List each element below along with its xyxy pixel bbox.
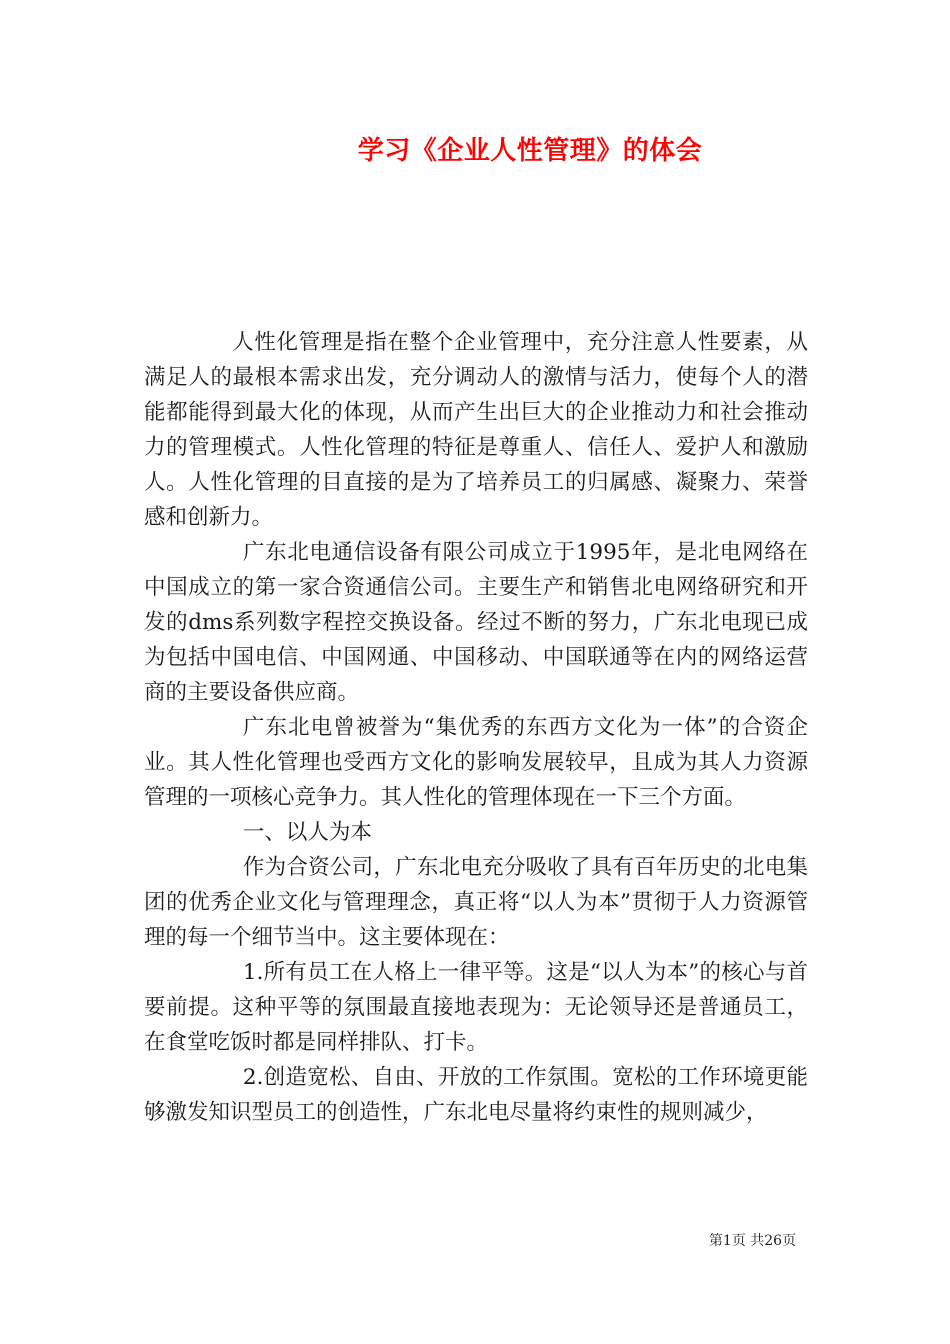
document-title: 学习《企业人性管理》的体会 bbox=[357, 136, 703, 166]
paragraph-point-1: 1.所有员工在人格上一律平等。这是“以人为本”的核心与首要前提。这种平等的氛围最直接地表现为：无论领导还是普通员工，在食堂吃饭时都是同样排队、打卡。 bbox=[144, 960, 808, 1055]
page-number: 第1页 共26页 bbox=[708, 1233, 797, 1249]
paragraph-company: 广东北电通信设备有限公司成立于1995年，是北电网络在中国成立的第一家合资通信公司。主要生产和销售北电网络研究和开发的dms系列数字程控交换设备。经过不断的努力，广东北电现已成为包括中国电信、中国网通、中国移动、中国联通等在内的网络运营商的主要设备供应商。 bbox=[144, 540, 808, 705]
paragraph-intro: 人性化管理是指在整个企业管理中，充分注意人性要素，从满足人的最根本需求出发，充分调动人的激情与活力，使每个人的潜能都能得到最大化的体现，从而产生出巨大的企业推动力和社会推动力的管理模式。人性化管理的特征是尊重人、信任人、爱护人和激励人。人性化管理的目直接的是为了培养员工的归属感、凝聚力、荣誉感和创新力。 bbox=[144, 330, 808, 530]
paragraph-point-2: 2.创造宽松、自由、开放的工作氛围。宽松的工作环境更能够激发知识型员工的创造性，广东北电尽量将约束性的规则减少， bbox=[144, 1065, 808, 1125]
paragraph-culture: 广东北电曾被誉为“集优秀的东西方文化为一体”的合资企业。其人性化管理也受西方文化的影响发展较早，且成为其人力资源管理的一项核心竞争力。其人性化的管理体现在一下三个方面。 bbox=[144, 715, 808, 810]
paragraph-people-first: 作为合资公司，广东北电充分吸收了具有百年历史的北电集团的优秀企业文化与管理理念，真正将“以人为本”贯彻于人力资源管理的每一个细节当中。这主要体现在： bbox=[144, 855, 808, 950]
document-body bbox=[144, 325, 808, 1130]
section-heading-people-first: 一、以人为本 bbox=[242, 820, 372, 845]
